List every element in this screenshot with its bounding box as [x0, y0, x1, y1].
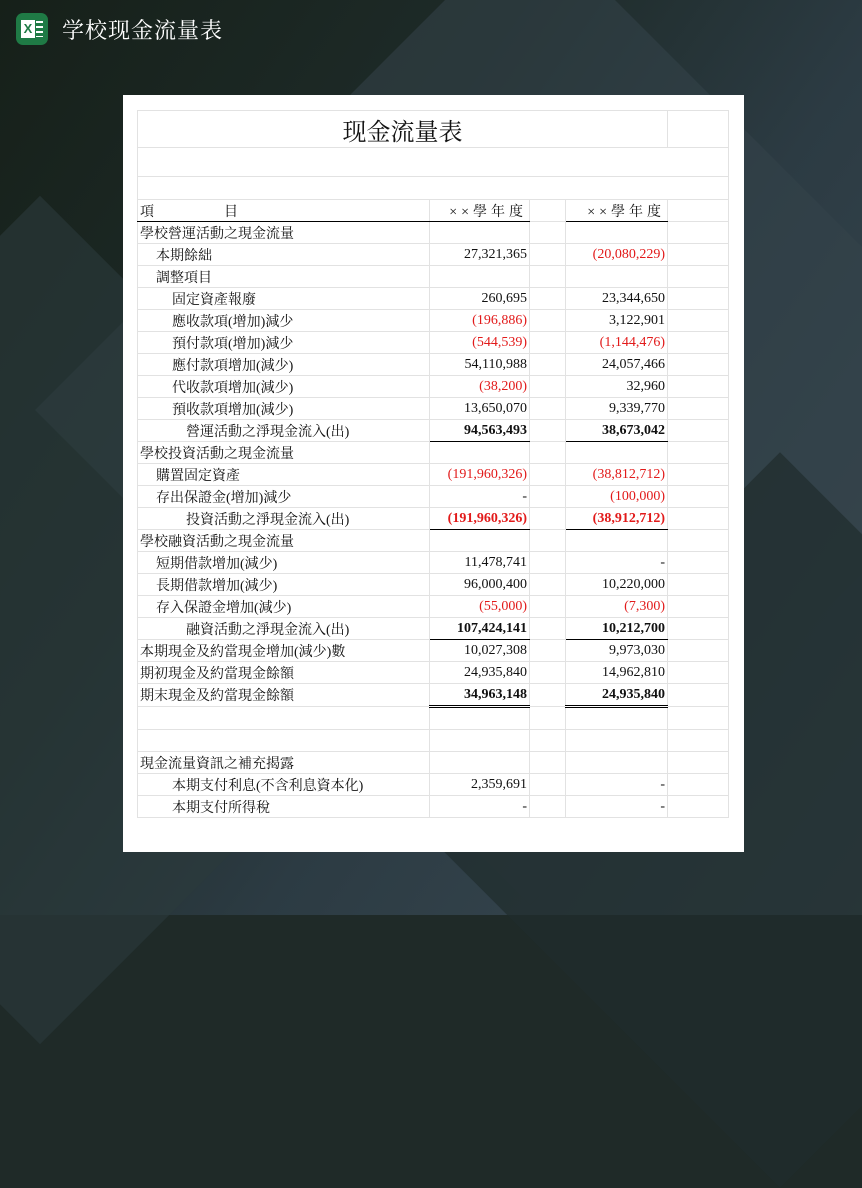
value-year2[interactable]: 24,057,466	[566, 354, 668, 376]
row-label[interactable]: 期末現金及約當現金餘額	[138, 684, 430, 707]
cell[interactable]	[530, 442, 566, 464]
cell[interactable]	[668, 618, 729, 640]
value-year1[interactable]: 96,000,400	[430, 574, 530, 596]
value-year2[interactable]: -	[566, 796, 668, 818]
title-row	[138, 111, 729, 148]
blank-row	[138, 148, 729, 177]
cell[interactable]	[530, 266, 566, 288]
value-year2[interactable]: -	[566, 774, 668, 796]
value-year1[interactable]: 13,650,070	[430, 398, 530, 420]
value-year2[interactable]: 24,935,840	[566, 684, 668, 707]
row-label[interactable]: 預付款項(增加)減少	[138, 332, 430, 354]
row-label[interactable]: 長期借款增加(減少)	[138, 574, 430, 596]
cell[interactable]	[668, 796, 729, 818]
value-year1[interactable]	[430, 707, 530, 730]
blank-row	[138, 177, 729, 200]
value-year2[interactable]: 9,973,030	[566, 640, 668, 662]
value-year2[interactable]: 38,673,042	[566, 420, 668, 442]
cell[interactable]	[668, 707, 729, 730]
cell[interactable]	[668, 530, 729, 552]
value-year1[interactable]	[430, 730, 530, 752]
cell[interactable]	[668, 752, 729, 774]
value-year1[interactable]: 11,478,741	[430, 552, 530, 574]
table-row	[138, 552, 729, 574]
header-year2[interactable]: ××學年度	[566, 200, 668, 222]
cell[interactable]	[668, 354, 729, 376]
row-label[interactable]: 學校融資活動之現金流量	[138, 530, 430, 552]
table-row	[138, 596, 729, 618]
value-year2[interactable]	[566, 730, 668, 752]
table-row	[138, 730, 729, 752]
cell[interactable]	[530, 486, 566, 508]
header-item-right: 目	[224, 204, 238, 220]
value-year1[interactable]: 107,424,141	[430, 618, 530, 640]
cell[interactable]	[668, 244, 729, 266]
value-year2[interactable]: 3,122,901	[566, 310, 668, 332]
cell[interactable]	[530, 354, 566, 376]
cell[interactable]	[668, 266, 729, 288]
header-item[interactable]	[138, 200, 430, 222]
value-year2[interactable]: (1,144,476)	[566, 332, 668, 354]
row-label[interactable]: 應付款項增加(減少)	[138, 354, 430, 376]
row-label[interactable]: 現金流量資訊之補充揭露	[138, 752, 430, 774]
value-year2[interactable]: (20,080,229)	[566, 244, 668, 266]
value-year1[interactable]	[430, 752, 530, 774]
table-row	[138, 508, 729, 530]
row-label[interactable]: 營運活動之淨現金流入(出)	[138, 420, 430, 442]
value-year2[interactable]	[566, 530, 668, 552]
value-year1[interactable]: 34,963,148	[430, 684, 530, 707]
value-year1[interactable]	[430, 530, 530, 552]
row-label[interactable]: 短期借款增加(減少)	[138, 552, 430, 574]
value-year2[interactable]: (100,000)	[566, 486, 668, 508]
cell[interactable]	[530, 530, 566, 552]
cell[interactable]	[530, 574, 566, 596]
value-year1[interactable]	[430, 442, 530, 464]
cell[interactable]	[530, 552, 566, 574]
value-year2[interactable]: 10,220,000	[566, 574, 668, 596]
sheet-title[interactable]: 现金流量表	[138, 111, 668, 148]
table-row	[138, 354, 729, 376]
header-year1[interactable]: ××學年度	[430, 200, 530, 222]
value-year1[interactable]	[430, 222, 530, 244]
cell[interactable]	[668, 288, 729, 310]
table-row	[138, 684, 729, 707]
value-year2[interactable]	[566, 752, 668, 774]
cell[interactable]	[530, 464, 566, 486]
value-year1[interactable]: -	[430, 796, 530, 818]
table-row	[138, 442, 729, 464]
row-label[interactable]: 期初現金及約當現金餘額	[138, 662, 430, 684]
table-row	[138, 420, 729, 442]
cell[interactable]	[668, 376, 729, 398]
table-row	[138, 398, 729, 420]
cell[interactable]	[668, 420, 729, 442]
cell[interactable]	[668, 774, 729, 796]
header-row	[138, 200, 729, 222]
table-row	[138, 266, 729, 288]
row-label[interactable]: 存入保證金增加(減少)	[138, 596, 430, 618]
cell[interactable]	[530, 774, 566, 796]
row-label[interactable]: 存出保證金(增加)減少	[138, 486, 430, 508]
cell[interactable]	[530, 288, 566, 310]
cash-flow-table	[137, 110, 729, 818]
table-row	[138, 752, 729, 774]
value-year1[interactable]: (544,539)	[430, 332, 530, 354]
value-year2[interactable]	[566, 707, 668, 730]
row-label[interactable]: 本期支付利息(不含利息資本化)	[138, 774, 430, 796]
header-item-left: 項	[140, 204, 154, 220]
value-year1[interactable]: 54,110,988	[430, 354, 530, 376]
value-year2[interactable]: -	[566, 552, 668, 574]
table-row	[138, 244, 729, 266]
cell[interactable]	[668, 398, 729, 420]
row-label[interactable]: 本期餘絀	[138, 244, 430, 266]
value-year2[interactable]: 23,344,650	[566, 288, 668, 310]
value-year2[interactable]: (38,912,712)	[566, 508, 668, 530]
cell[interactable]	[530, 730, 566, 752]
table-row	[138, 222, 729, 244]
row-label[interactable]: 本期支付所得稅	[138, 796, 430, 818]
row-label[interactable]: 投資活動之淨現金流入(出)	[138, 508, 430, 530]
value-year1[interactable]	[430, 266, 530, 288]
table-row	[138, 618, 729, 640]
cell[interactable]	[668, 574, 729, 596]
value-year1[interactable]: 94,563,493	[430, 420, 530, 442]
row-label[interactable]: 預收款項增加(減少)	[138, 398, 430, 420]
table-row	[138, 464, 729, 486]
value-year2[interactable]	[566, 442, 668, 464]
value-year1[interactable]: -	[430, 486, 530, 508]
cell[interactable]	[668, 442, 729, 464]
cell[interactable]	[530, 684, 566, 707]
cell[interactable]	[668, 486, 729, 508]
cell[interactable]	[530, 332, 566, 354]
table-row	[138, 310, 729, 332]
cell[interactable]	[530, 618, 566, 640]
cell[interactable]	[530, 707, 566, 730]
value-year2[interactable]: (7,300)	[566, 596, 668, 618]
row-label[interactable]: 應收款項(增加)減少	[138, 310, 430, 332]
table-row	[138, 288, 729, 310]
table-row	[138, 796, 729, 818]
value-year1[interactable]: (38,200)	[430, 376, 530, 398]
cell[interactable]	[530, 244, 566, 266]
cell[interactable]	[668, 596, 729, 618]
table-row	[138, 640, 729, 662]
row-label[interactable]	[138, 730, 430, 752]
cell[interactable]	[668, 640, 729, 662]
value-year2[interactable]: 9,339,770	[566, 398, 668, 420]
cell[interactable]	[138, 148, 729, 177]
value-year1[interactable]: 27,321,365	[430, 244, 530, 266]
cell[interactable]	[530, 508, 566, 530]
row-label[interactable]: 本期現金及約當現金增加(減少)數	[138, 640, 430, 662]
cell[interactable]	[530, 662, 566, 684]
value-year1[interactable]: (191,960,326)	[430, 508, 530, 530]
row-label[interactable]: 購置固定資產	[138, 464, 430, 486]
row-label[interactable]	[138, 707, 430, 730]
cell[interactable]	[668, 662, 729, 684]
table-row	[138, 662, 729, 684]
cell[interactable]	[668, 552, 729, 574]
cell[interactable]	[668, 200, 729, 222]
cell[interactable]	[668, 464, 729, 486]
value-year2[interactable]: 14,962,810	[566, 662, 668, 684]
row-label[interactable]: 學校營運活動之現金流量	[138, 222, 430, 244]
row-label[interactable]: 調整項目	[138, 266, 430, 288]
cell[interactable]	[668, 684, 729, 707]
value-year1[interactable]: (191,960,326)	[430, 464, 530, 486]
cell[interactable]	[530, 200, 566, 222]
cell[interactable]	[530, 398, 566, 420]
cell[interactable]	[530, 222, 566, 244]
table-row	[138, 530, 729, 552]
cell[interactable]	[530, 420, 566, 442]
table-row	[138, 707, 729, 730]
cell[interactable]	[668, 222, 729, 244]
value-year1[interactable]: (196,886)	[430, 310, 530, 332]
spreadsheet-page	[123, 95, 744, 852]
value-year2[interactable]: 32,960	[566, 376, 668, 398]
row-label[interactable]: 固定資產報廢	[138, 288, 430, 310]
row-label[interactable]: 代收款項增加(減少)	[138, 376, 430, 398]
cell[interactable]	[530, 310, 566, 332]
table-row	[138, 486, 729, 508]
cell[interactable]	[668, 508, 729, 530]
cell[interactable]	[530, 796, 566, 818]
value-year2[interactable]	[566, 266, 668, 288]
value-year2[interactable]: (38,812,712)	[566, 464, 668, 486]
value-year1[interactable]: 2,359,691	[430, 774, 530, 796]
table-row	[138, 332, 729, 354]
cell[interactable]	[668, 332, 729, 354]
cell[interactable]	[668, 310, 729, 332]
table-row	[138, 376, 729, 398]
value-year2[interactable]: 10,212,700	[566, 618, 668, 640]
value-year1[interactable]: 260,695	[430, 288, 530, 310]
cell[interactable]	[530, 640, 566, 662]
table-row	[138, 774, 729, 796]
row-label[interactable]: 學校投資活動之現金流量	[138, 442, 430, 464]
table-row	[138, 574, 729, 596]
value-year1[interactable]: 24,935,840	[430, 662, 530, 684]
cell[interactable]	[530, 596, 566, 618]
cell[interactable]	[668, 730, 729, 752]
cell[interactable]	[138, 177, 729, 200]
cell[interactable]	[530, 376, 566, 398]
excel-icon[interactable]: X	[16, 13, 48, 45]
value-year1[interactable]: 10,027,308	[430, 640, 530, 662]
cell[interactable]	[668, 111, 729, 148]
app-title: 学校现金流量表	[62, 18, 224, 44]
row-label[interactable]: 融資活動之淨現金流入(出)	[138, 618, 430, 640]
cell[interactable]	[530, 752, 566, 774]
value-year2[interactable]	[566, 222, 668, 244]
app-header	[16, 12, 223, 46]
value-year1[interactable]: (55,000)	[430, 596, 530, 618]
